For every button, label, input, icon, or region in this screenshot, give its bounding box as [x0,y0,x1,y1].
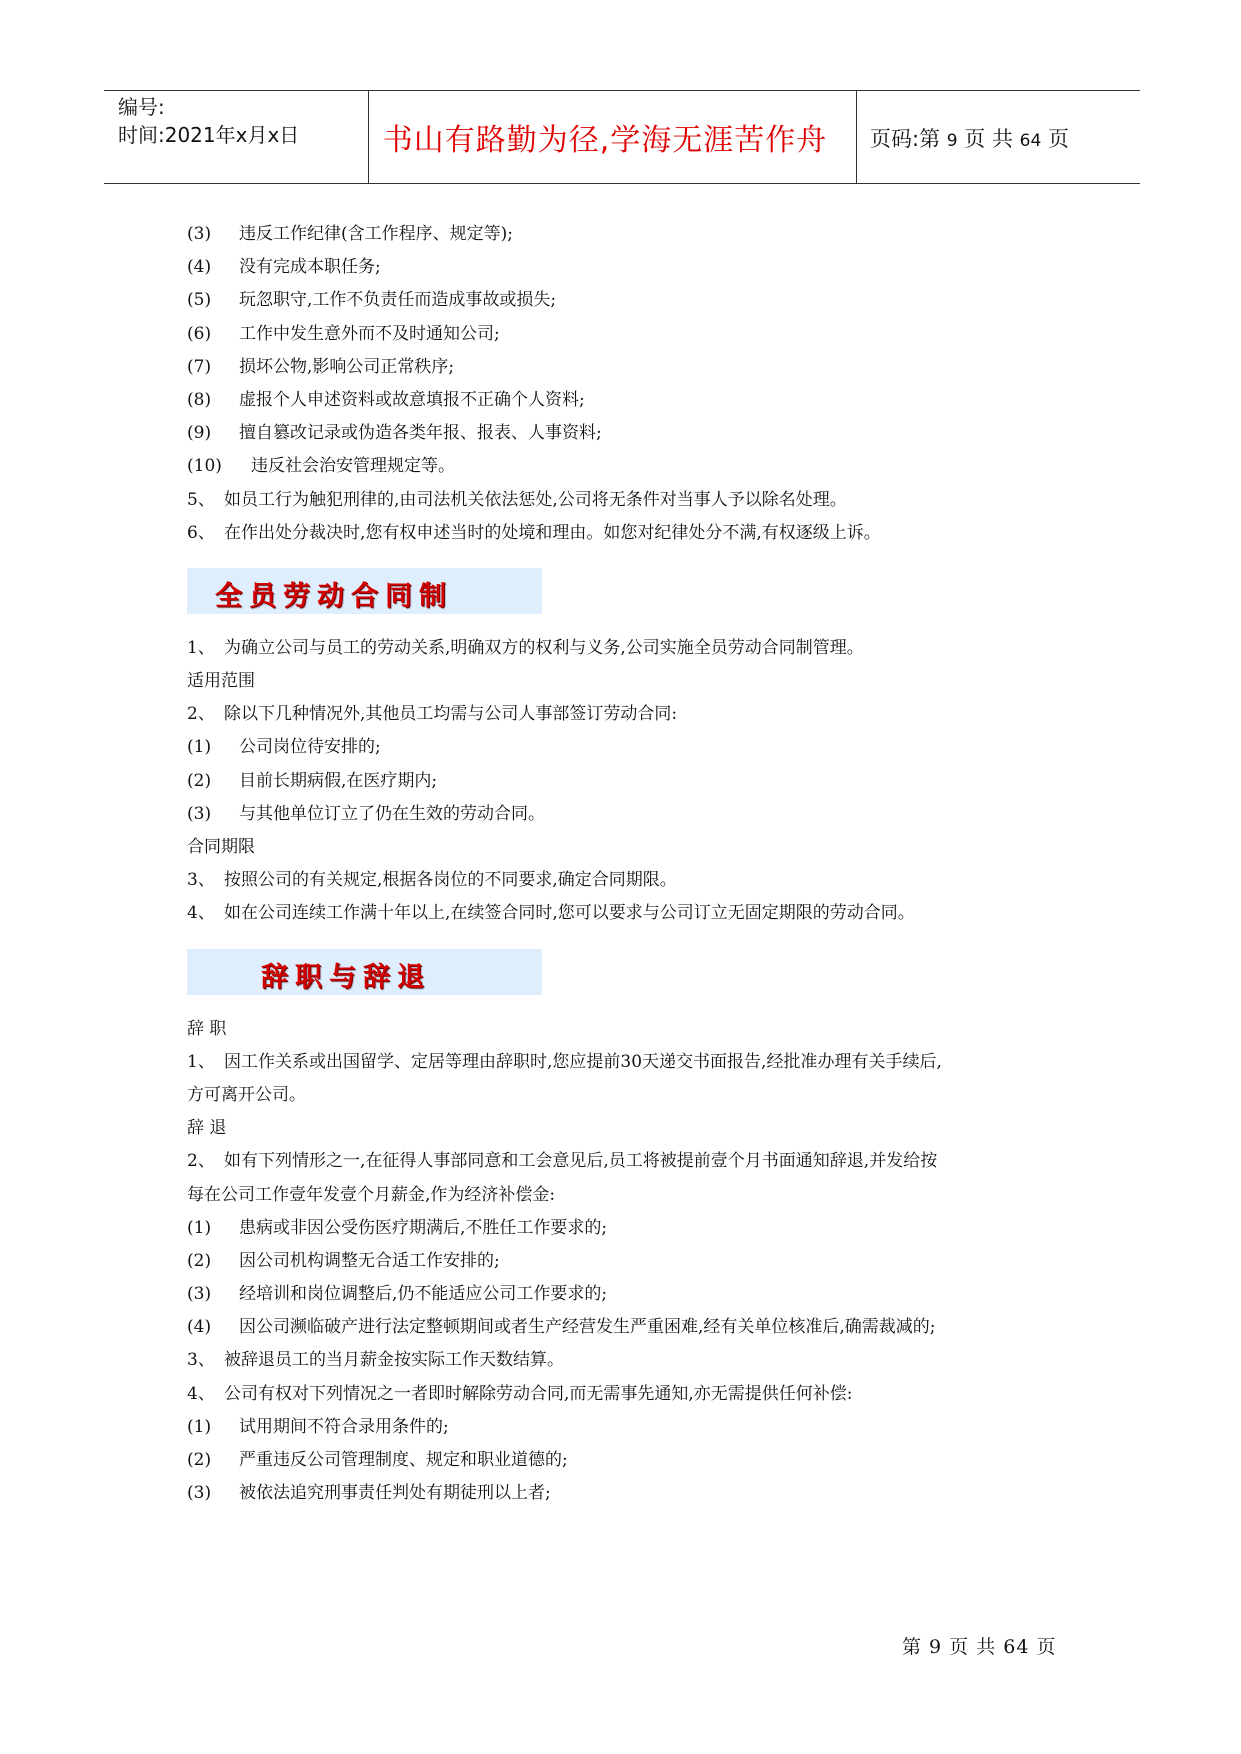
line-text: 公司岗位待安排的; [239,737,381,758]
line-text: 没有完成本职任务; [239,257,381,278]
paragraph-line [187,897,1067,930]
line-text: 除以下几种情况外,其他员工均需与公司人事部签订劳动合同: [224,704,678,725]
list-marker: (6) [187,323,212,344]
list-marker: 1、 [187,1051,215,1072]
paragraph-line [187,864,1067,897]
list-marker: (3) [187,1483,212,1504]
line-text: 如在公司连续工作满十年以上,在续签合同时,您可以要求与公司订立无固定期限的劳动合同。 [224,903,915,924]
list-marker: 4、 [187,1383,215,1404]
line-text: 每在公司工作壹年发壹个月薪金,作为经济补偿金: [187,1184,556,1205]
paragraph-line [187,665,1067,698]
page-suffix: 页 [1047,127,1069,151]
line-text: 玩忽职守,工作不负责任而造成事故或损失; [239,290,557,311]
paragraph-line [187,417,1067,450]
line-text: 合同期限 [187,837,255,857]
paragraph-line [187,632,1067,665]
page-number: 9 [946,131,958,151]
line-text: 在作出处分裁决时,您有权申述当时的处境和理由。如您对纪律处分不满,有权逐级上诉。 [224,522,881,543]
list-marker: (7) [187,356,212,377]
list-marker: (9) [187,423,212,444]
list-marker: (1) [187,737,212,758]
paragraph-line [187,1444,1067,1477]
discipline-section [187,218,1067,550]
section-banner-labor-contract [187,568,542,614]
line-text: 与其他单位订立了仍在生效的劳动合同。 [239,803,545,824]
line-text: 为确立公司与员工的劳动关系,明确双方的权利与义务,公司实施全员劳动合同制管理。 [224,637,864,658]
list-marker: 4、 [187,903,215,924]
header-divider-right [856,91,857,183]
paragraph-line [187,1046,1067,1079]
banner-title: 全员劳动合同制 [215,580,453,612]
line-text: 因公司濒临破产进行法定整顿期间或者生产经营发生严重困难,经有关单位核准后,确需裁减的; [239,1317,936,1338]
list-marker: (10) [187,456,222,477]
page-mid: 页 共 [964,127,1013,151]
line-text: 违反社会治安管理规定等。 [251,456,455,477]
line-text: 辞 退 [187,1118,227,1139]
line-text: 擅自篡改记录或伪造各类年报、报表、人事资料; [239,423,602,444]
list-marker: 6、 [187,522,215,543]
page-prefix: 页码:第 [870,127,941,151]
paragraph-line [187,1278,1067,1311]
list-marker: 5、 [187,489,215,510]
line-text: 方可离开公司。 [187,1084,306,1105]
paragraph-line [187,798,1067,831]
line-text: 适用范围 [187,671,255,692]
paragraph-line [187,1013,1067,1046]
page-header [104,90,1140,184]
header-page-info [870,123,1069,153]
list-marker: (5) [187,290,212,311]
line-text: 虚报个人申述资料或故意填报不正确个人资料; [239,389,585,410]
line-text: 公司有权对下列情况之一者即时解除劳动合同,而无需事先通知,亦无需提供任何补偿: [224,1383,853,1404]
paragraph-line [187,1112,1067,1145]
line-text: 按照公司的有关规定,根据各岗位的不同要求,确定合同期限。 [224,870,677,891]
banner-title: 辞职与辞退 [261,961,431,993]
line-text: 试用期间不符合录用条件的; [239,1416,449,1437]
list-marker: (2) [187,1250,212,1271]
list-marker: (4) [187,1317,212,1338]
document-body [187,218,1067,1510]
list-marker: (3) [187,803,212,824]
line-text: 严重违反公司管理制度、规定和职业道德的; [239,1450,568,1470]
line-text: 损坏公物,影响公司正常秩序; [239,356,455,377]
paragraph-line [187,1311,1067,1344]
paragraph-line [187,517,1067,550]
paragraph-line [187,484,1067,517]
line-text: 患病或非因公受伤医疗期满后,不胜任工作要求的; [239,1217,608,1238]
paragraph-line [187,450,1067,483]
line-text: 因公司机构调整无合适工作安排的; [239,1250,500,1271]
list-marker: (2) [187,770,212,791]
paragraph-line [187,1378,1067,1411]
list-marker: 3、 [187,1350,215,1371]
paragraph-line [187,1212,1067,1245]
line-text: 被依法追究刑事责任判处有期徒刑以上者; [239,1483,551,1504]
document-time-label: 时间:2021年x月x日 [118,123,300,147]
list-marker: (3) [187,224,212,244]
paragraph-line [187,1079,1067,1112]
paragraph-line [187,698,1067,731]
line-text: 辞 职 [187,1018,227,1039]
list-marker: 2、 [187,1151,215,1172]
paragraph-line [187,1245,1067,1278]
paragraph-line [187,1411,1067,1444]
line-text: 工作中发生意外而不及时通知公司; [239,323,500,344]
resignation-section [187,1013,1067,1511]
list-marker: 2、 [187,704,215,725]
paragraph-line [187,351,1067,384]
section-banner-resignation [187,949,542,995]
paragraph-line [187,731,1067,764]
document-number-label: 编号: [118,95,165,119]
paragraph-line [187,384,1067,417]
paragraph-line [187,318,1067,351]
line-text: 经培训和岗位调整后,仍不能适应公司工作要求的; [239,1284,608,1305]
labor-contract-section [187,632,1067,931]
line-text: 因工作关系或出国留学、定居等理由辞职时,您应提前30天递交书面报告,经批准办理有关手续后, [224,1051,942,1072]
line-text: 被辞退员工的当月薪金按实际工作天数结算。 [224,1350,564,1371]
paragraph-line [187,218,1067,251]
paragraph-line [187,831,1067,864]
paragraph-line [187,284,1067,317]
header-motto: 书山有路勤为径,学海无涯苦作舟 [382,123,828,158]
line-text: 违反工作纪律(含工作程序、规定等); [239,224,513,244]
line-text: 如有下列情形之一,在征得人事部同意和工会意见后,员工将被提前壹个月书面通知辞退,并发给按 [224,1151,938,1172]
list-marker: 1、 [187,637,215,658]
list-marker: (3) [187,1284,212,1305]
list-marker: (1) [187,1217,212,1238]
header-left-cell [118,93,299,149]
line-text: 如员工行为触犯刑律的,由司法机关依法惩处,公司将无条件对当事人予以除名处理。 [224,489,847,510]
paragraph-line [187,1179,1067,1212]
paragraph-line [187,765,1067,798]
paragraph-line [187,1477,1067,1510]
list-marker: (8) [187,389,212,410]
list-marker: (1) [187,1416,212,1437]
list-marker: (4) [187,257,212,278]
line-text: 目前长期病假,在医疗期内; [239,770,438,791]
list-marker: (2) [187,1450,212,1470]
paragraph-line [187,251,1067,284]
page-footer: 第 9 页 共 64 页 [902,1636,1057,1658]
paragraph-line [187,1344,1067,1377]
list-marker: 3、 [187,870,215,891]
paragraph-line [187,1145,1067,1178]
page-total: 64 [1019,131,1042,151]
